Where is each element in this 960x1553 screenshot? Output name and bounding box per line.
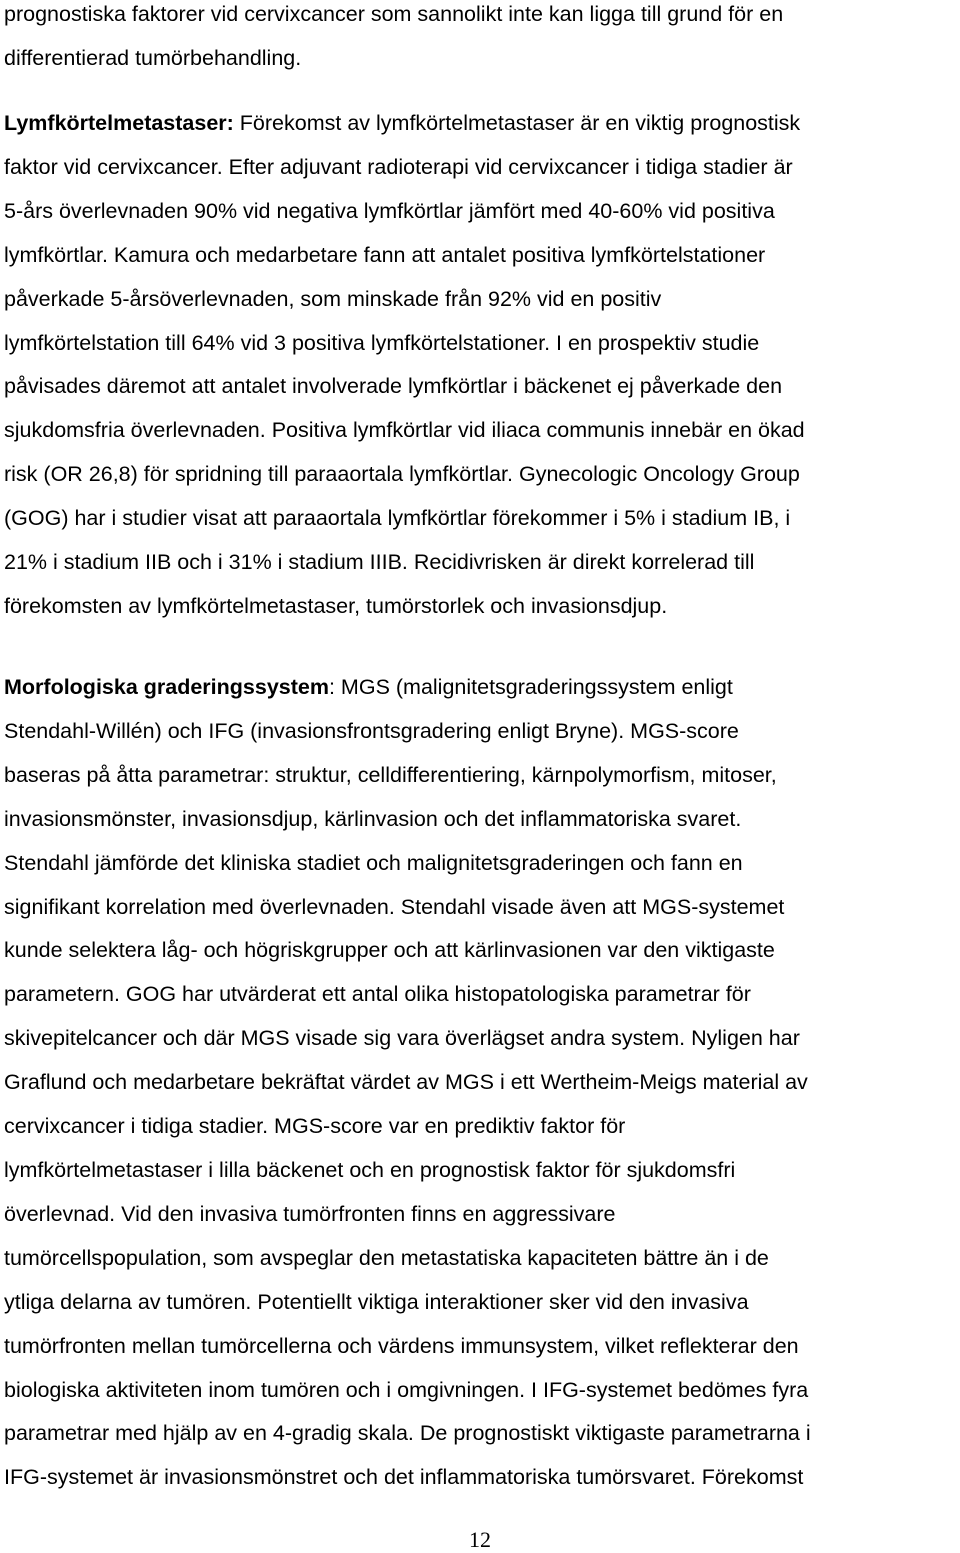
text-line: faktor vid cervixcancer. Efter adjuvant radioterapi vid cervixcancer i tidiga stadier är <box>4 154 793 179</box>
text-line: risk (OR 26,8) för spridning till paraaortala lymfkörtlar. Gynecologic Oncology Group <box>4 462 800 487</box>
text-line <box>4 102 956 146</box>
text-line: 21% i stadium IIB och i 31% i stadium IIIB. Recidivrisken är direkt korrelerad till <box>4 550 755 575</box>
text-line: påverkade 5-årsöverlevnaden, som minskade från 92% vid en positiv <box>4 286 662 311</box>
page-number: 12 <box>469 1527 491 1552</box>
text-line: förekomsten av lymfkörtelmetastaser, tumörstorlek och invasionsdjup. <box>4 593 668 618</box>
text-line: biologiska aktiviteten inom tumören och i omgivningen. I IFG-systemet bedömes fyra <box>4 1377 809 1402</box>
text-line: lymfkörtelmetastaser i lilla bäckenet och en prognostisk faktor för sjukdomsfri <box>4 1157 736 1182</box>
section-heading-lymph-node-metastases: Lymfkörtelmetastaser: <box>4 111 234 135</box>
text-line: Graflund och medarbetare bekräftat värdet av MGS i ett Wertheim-Meigs material av <box>4 1070 808 1095</box>
text-line: (GOG) har i studier visat att paraaortala lymfkörtlar förekommer i 5% i stadium IB, i <box>4 506 791 531</box>
text-line <box>4 666 956 710</box>
text-line: invasionsmönster, invasionsdjup, kärlinvasion och det inflammatoriska svaret. <box>4 806 742 831</box>
text-line: signifikant korrelation med överlevnaden. Stendahl visade även att MGS-systemet <box>4 894 785 919</box>
text-fragment: Förekomst av lymfkörtelmetastaser är en viktig prognostisk <box>233 111 801 135</box>
text-line: IFG-systemet är invasionsmönstret och det inflammatoriska tumörsvaret. Förekomst <box>4 1465 804 1490</box>
text-line: lymfkörtelstation till 64% vid 3 positiva lymfkörtelstationer. I en prospektiv studie <box>4 330 760 355</box>
text-fragment: : MGS (malignitetsgraderingssystem enligt <box>328 675 733 699</box>
text-line: överlevnad. Vid den invasiva tumörfronten finns en aggressivare <box>4 1201 616 1226</box>
text-line: kunde selektera låg- och högriskgrupper och att kärlinvasionen var den viktigaste <box>4 938 775 963</box>
text-line: parametern. GOG har utvärderat ett antal olika histopatologiska parametrar för <box>4 982 751 1007</box>
text-line: ytliga delarna av tumören. Potentiellt viktiga interaktioner sker vid den invasiva <box>4 1289 749 1314</box>
text-line: påvisades däremot att antalet involverade lymfkörtlar i bäckenet ej påverkade den <box>4 374 783 399</box>
text-line: tumörfronten mellan tumörcellerna och värdens immunsystem, vilket reflekterar den <box>4 1333 799 1358</box>
text-line: cervixcancer i tidiga stadier. MGS-score var en prediktiv faktor för <box>4 1114 626 1139</box>
text-line: tumörcellspopulation, som avspeglar den metastatiska kapaciteten bättre än i de <box>4 1245 769 1270</box>
text-line: Stendahl-Willén) och IFG (invasionsfrontsgradering enligt Bryne). MGS-score <box>4 718 739 743</box>
text-line: Stendahl jämförde det kliniska stadiet och malignitetsgraderingen och fann en <box>4 850 743 875</box>
text-line: skivepitelcancer och där MGS visade sig vara överlägset andra system. Nyligen har <box>4 1026 800 1051</box>
paragraph-intro-continuation <box>4 0 956 81</box>
text-line: lymfkörtlar. Kamura och medarbetare fann att antalet positiva lymfkörtelstationer <box>4 242 766 267</box>
paragraph-morphological-grading <box>4 666 956 1500</box>
text-line: sjukdomsfria överlevnaden. Positiva lymfkörtlar vid iliaca communis innebär en ökad <box>4 418 805 443</box>
paragraph-lymph-node-metastases <box>4 102 956 629</box>
text-line: prognostiska faktorer vid cervixcancer som sannolikt inte kan ligga till grund för en <box>4 2 784 26</box>
text-line: parametrar med hjälp av en 4-gradig skala. De prognostiskt viktigaste parametrarna i <box>4 1421 811 1446</box>
section-heading-morphological-grading: Morfologiska graderingssystem <box>4 675 329 699</box>
text-line: differentierad tumörbehandling. <box>4 45 302 70</box>
text-line: baseras på åtta parametrar: struktur, celldifferentiering, kärnpolymorfism, mitoser, <box>4 762 777 787</box>
text-line: 5-års överlevnaden 90% vid negativa lymfkörtlar jämfört med 40-60% vid positiva <box>4 198 775 223</box>
